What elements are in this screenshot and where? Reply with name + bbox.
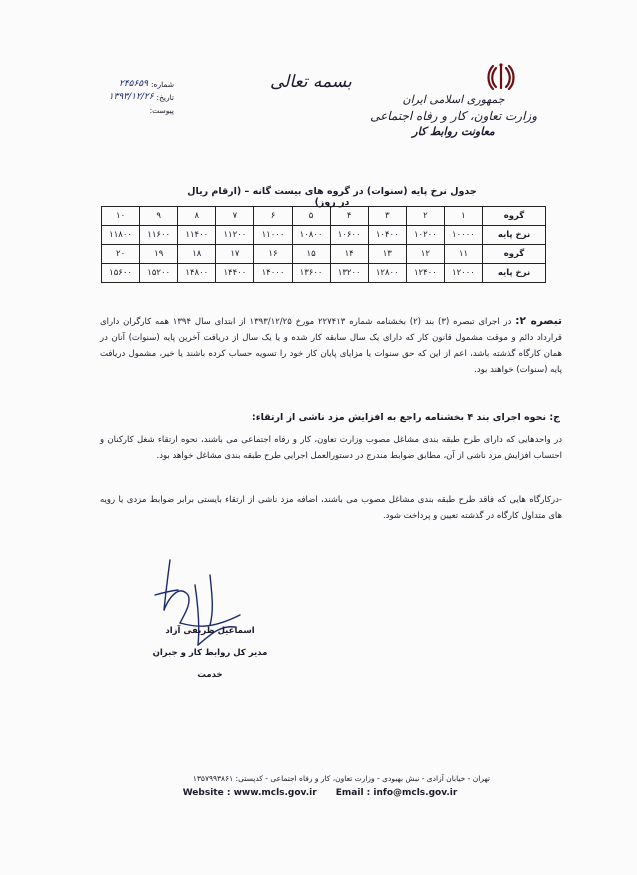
bismillah-heading: بسمه تعالی xyxy=(270,72,352,92)
table-cell: ۱۰۸۰۰ xyxy=(292,226,330,245)
table-cell: ۱۱ xyxy=(444,245,482,264)
table-cell: ۱۲۸۰۰ xyxy=(368,264,406,283)
table-cell: ۱۵ xyxy=(292,245,330,264)
table-cell: ۳ xyxy=(368,207,406,226)
table-row-label: گروه xyxy=(483,245,546,264)
table-cell: ۹ xyxy=(140,207,178,226)
signer-block xyxy=(150,620,270,686)
footer-address: تهران - خیابان آزادی - نبش بهبودی - وزارت تعاون، کار و رفاه اجتماعی - کدپستی: ۱۳۵۷۹۹۳۸۶۱ xyxy=(192,774,490,783)
ministry-header xyxy=(370,92,537,140)
table-cell: ۱۱۴۰۰ xyxy=(178,226,216,245)
table-cell: ۱۴۸۰۰ xyxy=(178,264,216,283)
section-c-title: ج: نحوه اجرای بند ۴ بخشنامه راجع به افزایش مزد ناشی از ارتقاء: xyxy=(251,412,560,423)
table-cell: ۱۵۶۰۰ xyxy=(102,264,140,283)
meta-number-value: ۲۴۵۶۵۹ xyxy=(119,79,149,89)
table-cell: ۱۲۰۰۰ xyxy=(444,264,482,283)
base-rate-table xyxy=(101,206,546,283)
table-cell: ۱۹ xyxy=(140,245,178,264)
table-cell: ۱۲ xyxy=(406,245,444,264)
meta-number-row xyxy=(84,78,174,91)
footer xyxy=(150,772,490,800)
note-2-paragraph xyxy=(100,313,562,378)
table-cell: ۱۰ xyxy=(102,207,140,226)
footer-email[interactable]: Email : info@mcls.gov.ir xyxy=(335,788,458,798)
table-row xyxy=(102,264,546,283)
table-cell: ۱۳۶۰۰ xyxy=(292,264,330,283)
footer-contact xyxy=(150,787,490,800)
table-cell: ۱۱۲۰۰ xyxy=(216,226,254,245)
table-cell: ۲۰ xyxy=(102,245,140,264)
table-cell: ۱۱۰۰۰ xyxy=(254,226,292,245)
table-cell: ۴ xyxy=(330,207,368,226)
table-cell: ۱۲۴۰۰ xyxy=(406,264,444,283)
table-cell: ۱۱۸۰۰ xyxy=(102,226,140,245)
footer-website[interactable]: Website : www.mcls.gov.ir xyxy=(182,788,317,798)
table-row xyxy=(102,207,546,226)
ministry-line-2: وزارت تعاون، کار و رفاه اجتماعی xyxy=(370,109,537,123)
meta-date-row xyxy=(84,91,174,104)
table-title: جدول نرخ پایه (سنوات) در گروه های بیست گانه – (ارقام ریال در روز) xyxy=(187,186,477,208)
meta-number-label: شماره: xyxy=(151,80,174,89)
table-cell: ۲ xyxy=(406,207,444,226)
table-cell: ۷ xyxy=(216,207,254,226)
table-cell: ۱۳ xyxy=(368,245,406,264)
table-cell: ۱۰۴۰۰ xyxy=(368,226,406,245)
table-row-label: نرخ پایه xyxy=(483,264,546,283)
table-cell: ۱۴ xyxy=(330,245,368,264)
table-cell: ۱۸ xyxy=(178,245,216,264)
table-body xyxy=(102,207,546,283)
table-cell: ۱۵۲۰۰ xyxy=(140,264,178,283)
table-cell: ۱۴۴۰۰ xyxy=(216,264,254,283)
meta-date-value: ۱۳۹۳/۱۲/۲۶ xyxy=(108,92,154,102)
section-c-paragraph-2: -درکارگاه هایی که فاقد طرح طبقه بندی مشاغل مصوب می باشند، اضافه مزد ناشی از ارتقاء بایستی برابر ضوابط مزدی یا رویه های متداول کارگاه در گذشته تعیین و پرداخت شود. xyxy=(100,495,562,521)
table-cell: ۸ xyxy=(178,207,216,226)
table-cell: ۱۶ xyxy=(254,245,292,264)
note-2-heading: تبصره ۲: xyxy=(515,315,562,327)
table-cell: ۶ xyxy=(254,207,292,226)
signer-title: مدیر کل روابط کار و جبران خدمت xyxy=(152,648,268,680)
letter-meta xyxy=(84,78,174,117)
section-c-paragraph-1: در واحدهایی که دارای طرح طبقه بندی مشاغل مصوب وزارت تعاون، کار و رفاه اجتماعی می باشند، نحوه ارتقاء شغل کارکنان و احتساب افزایش مزد ناشی از آن، مطابق ضوابط مندرج در دستورالعمل اجرایی طرح طبقه بندی مشاغل خواهد بود. xyxy=(100,435,562,461)
table-cell: ۵ xyxy=(292,207,330,226)
table-cell: ۱۱۶۰۰ xyxy=(140,226,178,245)
meta-attachment-label: پیوست: xyxy=(149,106,174,115)
table-cell: ۱۰۰۰۰ xyxy=(444,226,482,245)
table-cell: ۱۷ xyxy=(216,245,254,264)
table-cell: ۱۰۲۰۰ xyxy=(406,226,444,245)
ministry-line-3: معاونت روابط کار xyxy=(412,125,495,138)
meta-attachment-row xyxy=(84,104,174,117)
table-row xyxy=(102,226,546,245)
meta-date-label: تاریخ: xyxy=(156,93,174,102)
table-cell: ۱ xyxy=(444,207,482,226)
note-2-text: در اجرای تبصره (۳) بند (۲) بخشنامه شماره ۲۲۷۴۱۳ مورخ ۱۳۹۳/۱۲/۲۵ از ابتدای سال ۱۳۹۴ همه کارگران دارای قرارداد دائم و موقت مشمول قانون کار که دارای یک سال سابقه کار شده و یا یک سال از دریافت آخرین پایه (سنوات) آنان در همان کارگاه گذشته باشد، اعم از این که حق سنوات یا مزایای پایان کار خود را تسویه حساب کرده باشند یا خیر، مشمول دریافت پایه (سنوات) خواهند بود. xyxy=(100,317,562,375)
table-cell: ۱۴۰۰۰ xyxy=(254,264,292,283)
table-cell: ۱۳۲۰۰ xyxy=(330,264,368,283)
table-row xyxy=(102,245,546,264)
table-cell: ۱۰۶۰۰ xyxy=(330,226,368,245)
ministry-line-1: جمهوری اسلامی ایران xyxy=(402,93,505,106)
iran-emblem-icon xyxy=(486,62,516,92)
table-row-label: نرخ پایه xyxy=(483,226,546,245)
signer-name: اسماعیل ظریفی آزاد xyxy=(165,626,255,636)
table-row-label: گروه xyxy=(483,207,546,226)
